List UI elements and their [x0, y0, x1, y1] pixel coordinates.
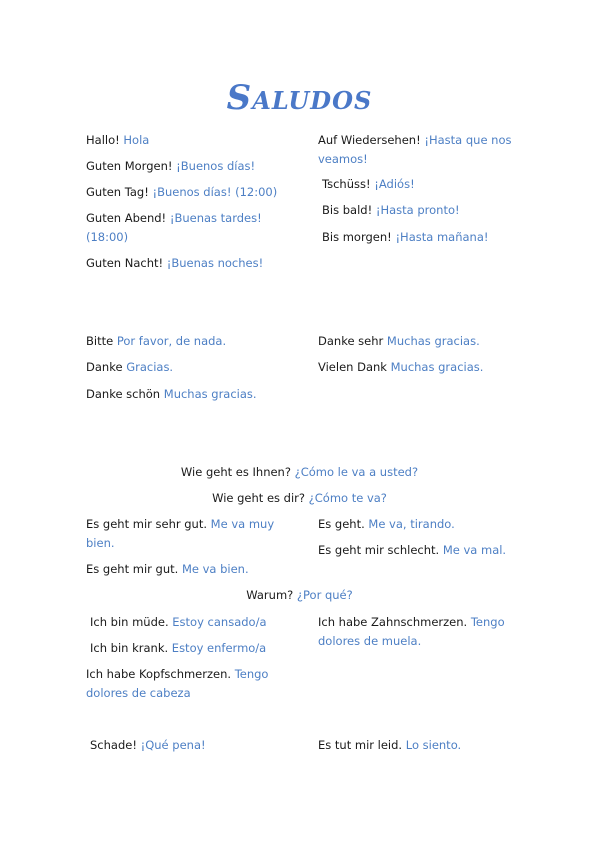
german-text: Es geht mir schlecht.: [318, 543, 440, 557]
german-text: Bitte: [86, 334, 114, 348]
german-text: Guten Tag!: [86, 185, 149, 199]
german-text: Wie geht es Ihnen?: [180, 465, 291, 479]
german-text: Es geht mir gut.: [86, 562, 179, 576]
spanish-text: Muchas gracias.: [390, 360, 484, 374]
spanish-text: Tengo dolores de cabeza: [86, 667, 269, 700]
phrase-bis-morgen: [322, 228, 522, 247]
reason-zahnschmerzen: [318, 613, 518, 651]
question-dir: [0, 489, 599, 508]
german-text: Guten Nacht!: [86, 256, 164, 270]
german-text: Bis morgen!: [322, 230, 392, 244]
german-text: Ich bin krank.: [90, 641, 169, 655]
answer-es-geht: [318, 515, 538, 534]
reason-kopfschmerzen: [86, 665, 286, 703]
phrase-danke-sehr: [318, 332, 528, 351]
phrase-hallo: [86, 131, 286, 150]
spanish-text: Gracias.: [126, 360, 174, 374]
phrase-tschuess: [322, 175, 522, 194]
spanish-text: ¡Hasta que nos veamos!: [318, 133, 512, 166]
question-warum: [0, 586, 599, 605]
spanish-text: ¡Buenas tardes! (18:00): [86, 211, 262, 244]
phrase-guten-tag: [86, 183, 286, 202]
spanish-text: ¡Hasta mañana!: [395, 230, 489, 244]
spanish-text: ¡Buenos días! (12:00): [152, 185, 278, 199]
phrase-danke-schoen: [86, 385, 296, 404]
german-text: Guten Abend!: [86, 211, 167, 225]
spanish-text: ¿Cómo le va a usted?: [294, 465, 419, 479]
spanish-text: Me va mal.: [442, 543, 507, 557]
spanish-text: ¡Buenas noches!: [166, 256, 264, 270]
spanish-text: ¿Cómo te va?: [308, 491, 387, 505]
reason-krank: [90, 639, 310, 658]
german-text: Hallo!: [86, 133, 120, 147]
spanish-text: Hola: [123, 133, 150, 147]
phrase-schade: [90, 736, 290, 755]
page-title: Saludos: [226, 78, 373, 118]
spanish-text: Por favor, de nada.: [116, 334, 227, 348]
phrase-guten-abend: [86, 209, 266, 247]
phrase-bis-bald: [322, 201, 522, 220]
spanish-text: Me va, tirando.: [368, 517, 455, 531]
phrase-danke: [86, 358, 296, 377]
german-text: Schade!: [90, 738, 137, 752]
german-text: Danke: [86, 360, 123, 374]
phrase-bitte: [86, 332, 296, 351]
german-text: Es geht mir sehr gut.: [86, 517, 208, 531]
spanish-text: ¿Por qué?: [296, 588, 353, 602]
spanish-text: Me va bien.: [181, 562, 249, 576]
spanish-text: Estoy cansado/a: [172, 615, 267, 629]
answer-gut: [86, 560, 286, 579]
spanish-text: Tengo dolores de muela.: [318, 615, 505, 648]
german-text: Danke schön: [86, 387, 161, 401]
german-text: Bis bald!: [322, 203, 373, 217]
spanish-text: Lo siento.: [405, 738, 462, 752]
question-ihnen: [0, 463, 599, 482]
german-text: Ich habe Zahnschmerzen.: [318, 615, 468, 629]
phrase-guten-nacht: [86, 254, 286, 273]
phrase-vielen-dank: [318, 358, 528, 377]
spanish-text: ¡Adiós!: [374, 177, 415, 191]
answer-schlecht: [318, 541, 538, 560]
german-text: Danke sehr: [318, 334, 384, 348]
german-text: Es tut mir leid.: [318, 738, 403, 752]
spanish-text: ¡Qué pena!: [140, 738, 206, 752]
spanish-text: ¡Buenos días!: [176, 159, 256, 173]
spanish-text: Me va muy bien.: [86, 517, 275, 550]
phrase-guten-morgen: [86, 157, 286, 176]
answer-sehr-gut: [86, 515, 286, 553]
german-text: Ich bin müde.: [90, 615, 169, 629]
german-text: Ich habe Kopfschmerzen.: [86, 667, 232, 681]
german-text: Warum?: [246, 588, 294, 602]
german-text: Tschüss!: [322, 177, 371, 191]
spanish-text: ¡Hasta pronto!: [375, 203, 460, 217]
spanish-text: Muchas gracias.: [163, 387, 257, 401]
phrase-auf-wiedersehen: [318, 131, 518, 169]
german-text: Auf Wiedersehen!: [318, 133, 421, 147]
german-text: Wie geht es dir?: [212, 491, 305, 505]
spanish-text: Estoy enfermo/a: [171, 641, 267, 655]
reason-muede: [90, 613, 310, 632]
german-text: Guten Morgen!: [86, 159, 173, 173]
german-text: Es geht.: [318, 517, 365, 531]
german-text: Vielen Dank: [318, 360, 387, 374]
phrase-es-tut-mir-leid: [318, 736, 538, 755]
spanish-text: Muchas gracias.: [386, 334, 480, 348]
